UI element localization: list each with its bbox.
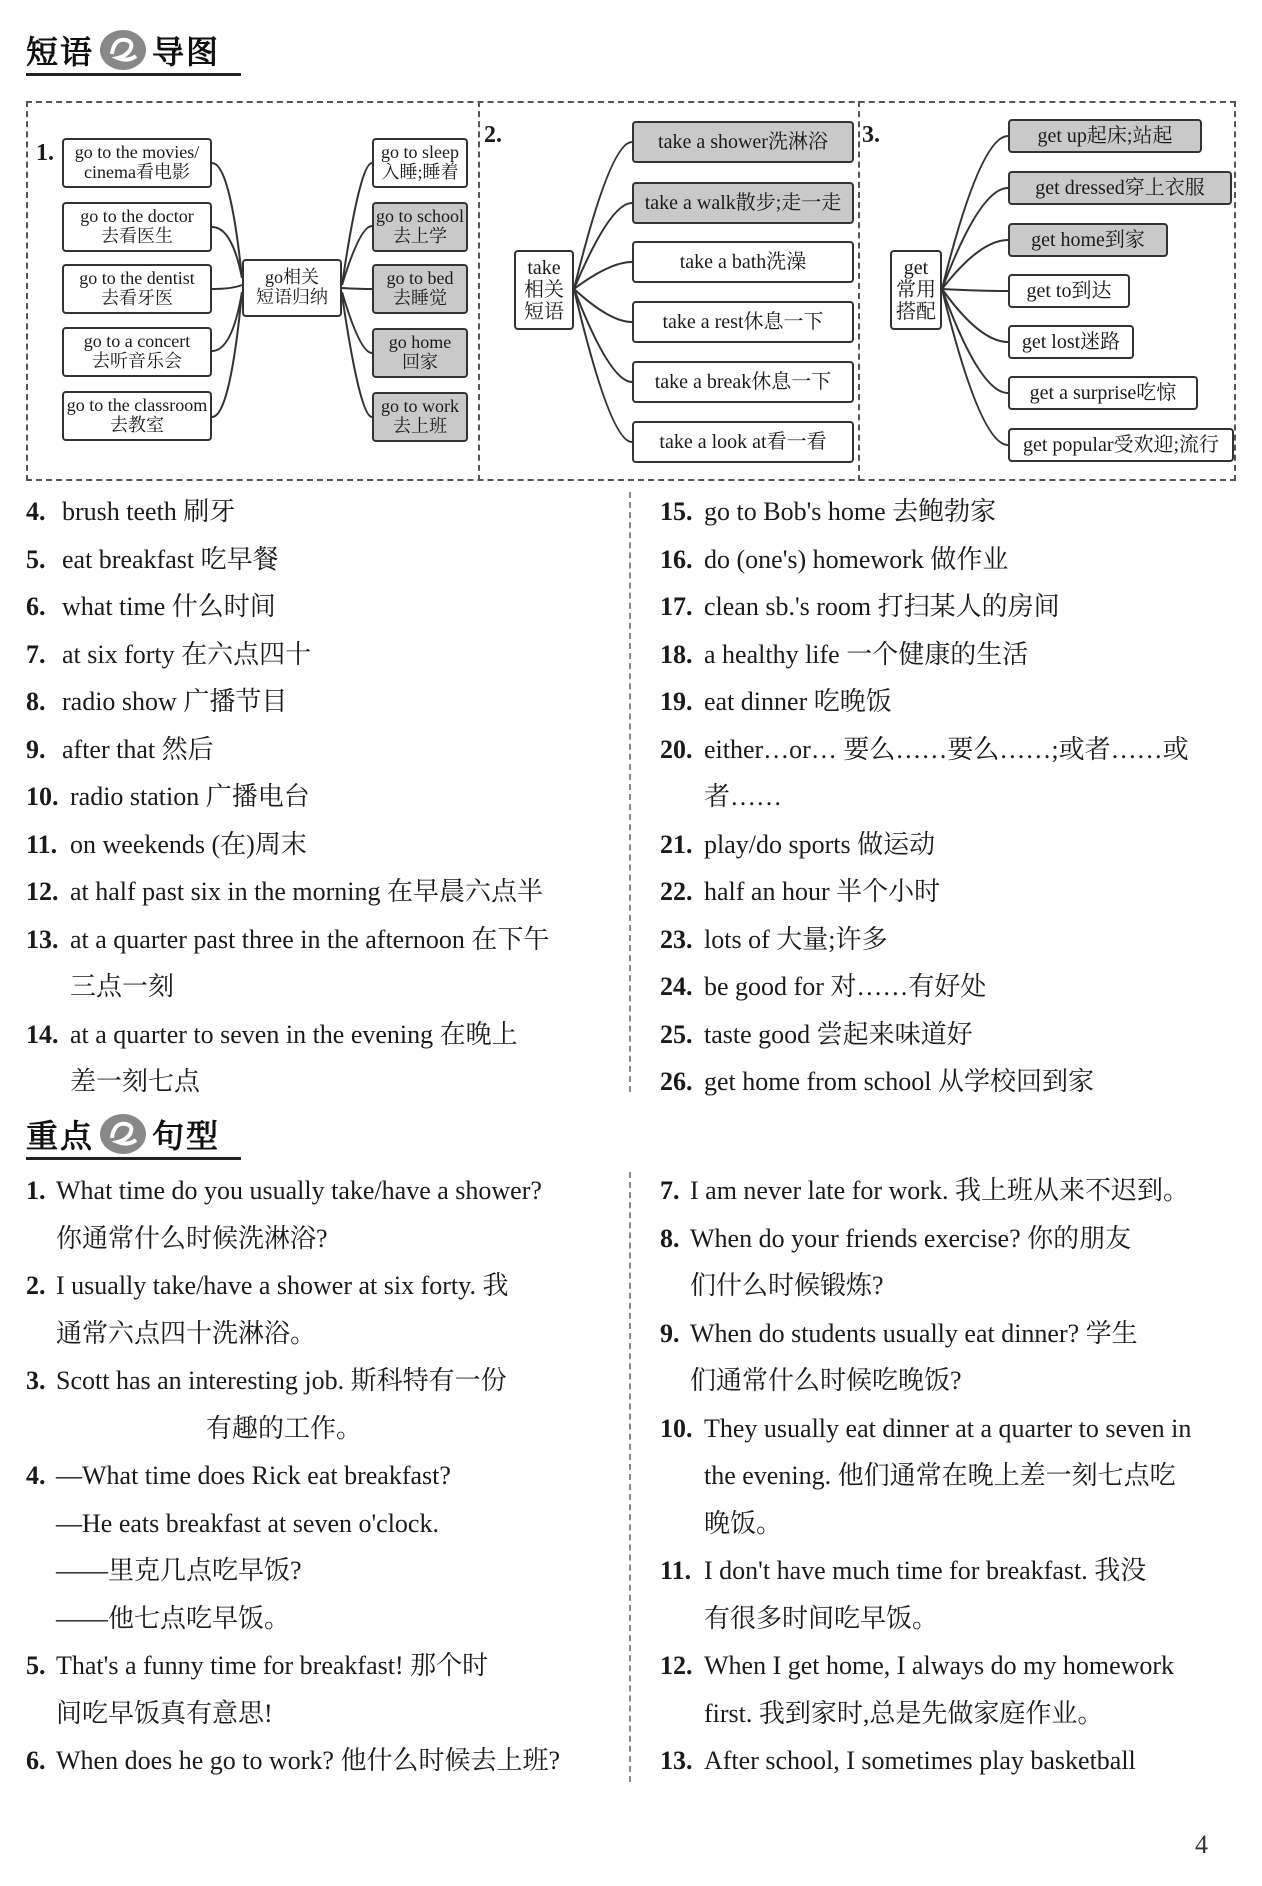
list-item: 14. at a quarter to seven in the evening 在晚上 差一刻七点 — [26, 1019, 518, 1096]
map3-node: get dressed穿上衣服 — [1008, 171, 1232, 205]
list-item: 7. I am never late for work. 我上班从来不迟到。 — [660, 1176, 1189, 1205]
map1-left-node: go to the classroom 去教室 — [62, 391, 212, 441]
list-item: 15. go to Bob's home 去鲍勃家 — [660, 497, 997, 526]
list-item: 6. When does he go to work? 他什么时候去上班? — [26, 1746, 561, 1775]
sentence-list-left — [26, 1167, 616, 1785]
page-number: 4 — [1195, 1830, 1208, 1859]
map3-node: get home到家 — [1008, 223, 1168, 257]
map2-node: take a break休息一下 — [632, 361, 854, 403]
list-item: 25. taste good 尝起来味道好 — [660, 1019, 973, 1049]
map1-left-node: go to a concert 去听音乐会 — [62, 327, 212, 377]
header-word-2: 导图 — [152, 33, 221, 71]
header-underline — [26, 1157, 241, 1160]
list-item: 9. after that 然后 — [26, 734, 214, 764]
list-item: 26. get home from school 从学校回到家 — [660, 1067, 1094, 1096]
list-item: 16. do (one's) homework 做作业 — [660, 544, 1009, 574]
map1-left-node: go to the dentist 去看牙医 — [62, 264, 212, 314]
map1-right-node: go to bed 去睡觉 — [372, 264, 468, 314]
map3-node: get popular受欢迎;流行 — [1008, 428, 1234, 462]
map2-center-node: take 相关 短语 — [514, 250, 574, 330]
list-item: 19. eat dinner 吃晚饭 — [660, 687, 892, 716]
map3-center-node: get 常用 搭配 — [890, 250, 942, 330]
list-item: 12. When I get home, I always do my homework first. 我到家时,总是先做家庭作业。 — [660, 1651, 1175, 1728]
list-item: 10. radio station 广播电台 — [26, 782, 310, 811]
list-item: 11. I don't have much time for breakfast. 我没 有很多时间吃早饭。 — [660, 1556, 1147, 1633]
list-item: 11. on weekends (在)周末 — [26, 829, 307, 859]
section-header-sentences — [26, 1112, 220, 1156]
list-item: 3. Scott has an interesting job. 斯科特有一份 有趣的工作。 — [26, 1366, 507, 1443]
header-word-1: 短语 — [26, 33, 95, 71]
phrase-list-right — [660, 488, 1240, 1106]
column-divider — [629, 1172, 631, 1782]
list-item: 9. When do students usually eat dinner? 学生 们通常什么时候吃晚饭? — [660, 1318, 1138, 1395]
list-item: 23. lots of 大量;许多 — [660, 924, 888, 954]
map1-left-node: go to the doctor 去看医生 — [62, 202, 212, 252]
map1-left-node: go to the movies/ cinema看电影 — [62, 138, 212, 188]
list-item: 8. radio show 广播节目 — [26, 687, 288, 716]
list-item: 6. what time 什么时间 — [26, 592, 276, 621]
map2-node: take a rest休息一下 — [632, 301, 854, 343]
map-number: 2. — [484, 122, 502, 148]
list-item: 24. be good for 对……有好处 — [660, 972, 987, 1001]
map1-center-node: go相关 短语归纳 — [242, 259, 342, 317]
map1-right-node: go to work 去上班 — [372, 392, 468, 442]
list-item: 4. —What time does Rick eat breakfast? —He eats breakfast at seven o'clock. ——里克几点吃早饭? ——他七点吃早饭。 — [26, 1461, 451, 1633]
header-word-1: 重点 — [26, 1117, 95, 1155]
list-item: 10. They usually eat dinner at a quarter to seven in the evening. 他们通常在晚上差一刻七点吃 晚饭。 — [660, 1413, 1192, 1538]
list-item: 20. either…or… 要么……要么……;或者……或 者…… — [660, 734, 1189, 811]
map2-node: take a shower洗淋浴 — [632, 121, 854, 163]
list-item: 17. clean sb.'s room 打扫某人的房间 — [660, 592, 1060, 621]
header-word-2: 句型 — [152, 1117, 221, 1155]
map-number: 3. — [862, 122, 880, 148]
list-item: 18. a healthy life 一个健康的生活 — [660, 639, 1029, 669]
phrase-list-left — [26, 488, 616, 1106]
list-item: 5. eat breakfast 吃早餐 — [26, 544, 279, 574]
list-item: 4. brush teeth 刷牙 — [26, 497, 236, 526]
list-item: 5. That's a funny time for breakfast! 那个时 间吃早饭真有意思! — [26, 1651, 489, 1728]
swirl-icon — [98, 1112, 148, 1156]
map1-right-node: go home 回家 — [372, 328, 468, 378]
list-item: 21. play/do sports 做运动 — [660, 829, 936, 859]
map3-node: get up起床;站起 — [1008, 119, 1202, 153]
map3-node: get to到达 — [1008, 274, 1130, 308]
map2-node: take a walk散步;走一走 — [632, 182, 854, 224]
map2-node: take a look at看一看 — [632, 421, 854, 463]
map3-node: get a surprise吃惊 — [1008, 376, 1198, 410]
list-item: 22. half an hour 半个小时 — [660, 877, 941, 906]
map3-node: get lost迷路 — [1008, 325, 1134, 359]
map1-right-node: go to school 去上学 — [372, 202, 468, 252]
list-item: 13. at a quarter past three in the afternoon 在下午 三点一刻 — [26, 924, 550, 1001]
map2-node: take a bath洗澡 — [632, 241, 854, 283]
map1-right-node: go to sleep 入睡;睡着 — [372, 138, 468, 188]
list-item: 8. When do your friends exercise? 你的朋友 们什么时候锻炼? — [660, 1223, 1132, 1300]
list-item: 13. After school, I sometimes play basketball — [660, 1746, 1136, 1775]
map-number: 1. — [36, 140, 54, 166]
column-divider — [629, 492, 631, 1092]
list-item: 1. What time do you usually take/have a shower? 你通常什么时候洗淋浴? — [26, 1176, 542, 1253]
list-item: 7. at six forty 在六点四十 — [26, 639, 312, 669]
list-item: 2. I usually take/have a shower at six forty. 我 通常六点四十洗淋浴。 — [26, 1271, 509, 1348]
list-item: 12. at half past six in the morning 在早晨六点半 — [26, 877, 544, 906]
sentence-list-right — [660, 1167, 1240, 1785]
